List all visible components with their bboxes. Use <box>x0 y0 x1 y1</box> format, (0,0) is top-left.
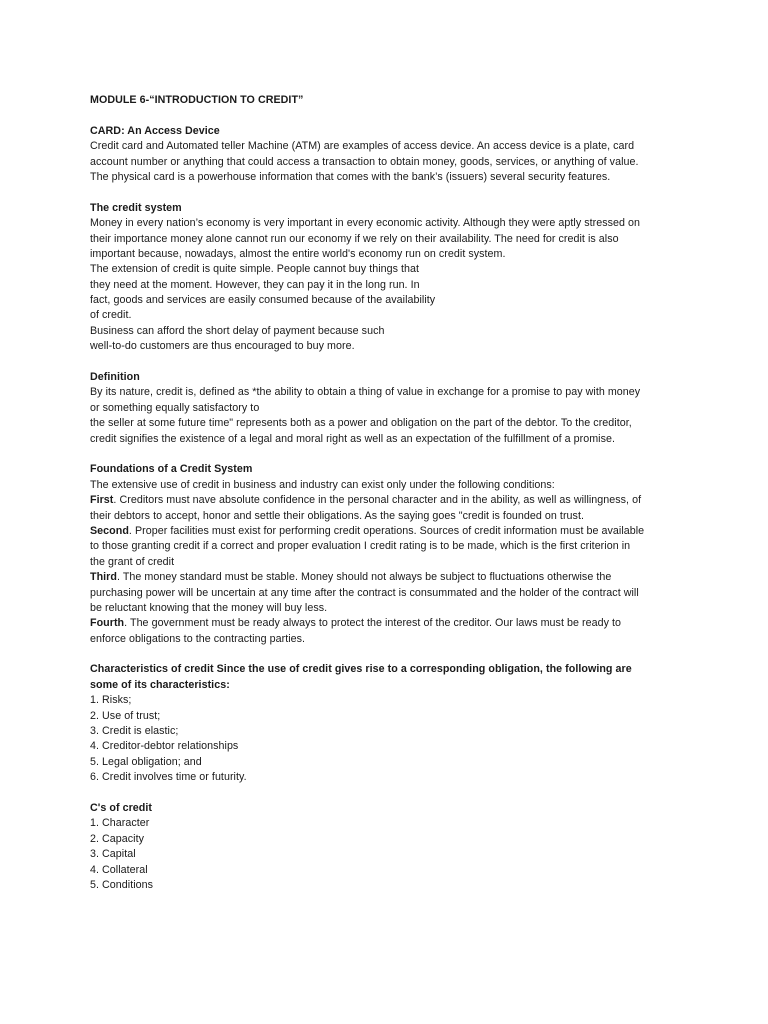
credit-system-heading: The credit system <box>90 201 182 214</box>
list-item: 3. Capital <box>90 848 136 861</box>
credit-system-line: Money in every nation’s economy is very important in every economic activity. Although they were aptly stressed on <box>90 217 641 230</box>
foundation-second-line <box>90 524 680 539</box>
foundation-third-text: . The money standard must be stable. Money should not always be subject to fluctuations otherwise the <box>116 571 612 584</box>
foundation-fourth-text: . The government must be ready always to protect the interest of the creditor. Our laws must be ready to <box>124 617 622 630</box>
spacer <box>90 185 680 200</box>
definition-line: or something equally satisfactory to <box>90 401 260 414</box>
foundation-first-label: First <box>90 494 114 507</box>
list-item: 2. Use of trust; <box>90 709 161 722</box>
spacer <box>90 647 680 662</box>
foundation-second-line: to those granting credit if a correct and proper evaluation I credit rating is to be made, which is the first criterion in <box>90 540 631 553</box>
definition-line: the seller at some future time" represents both as a power and obligation on the part of the debtor. To the creditor, <box>90 417 632 430</box>
list-item: 4. Creditor-debtor relationships <box>90 740 239 753</box>
credit-system-line: their importance money alone cannot run our economy if we rely on their availability. The need for credit is also <box>90 232 619 245</box>
spacer <box>90 786 680 801</box>
foundation-second-text: . Proper facilities must exist for performing credit operations. Sources of credit information must be available <box>128 524 645 537</box>
document-page <box>90 93 680 893</box>
foundation-third-line: purchasing power will be uncertain at any time after the contract is consummated and the holder of the contract will <box>90 586 639 599</box>
foundations-intro: The extensive use of credit in business and industry can exist only under the following conditions: <box>90 478 555 491</box>
foundation-first-line <box>90 493 680 508</box>
list-item: 6. Credit involves time or futurity. <box>90 771 247 784</box>
credit-system-line: of credit. <box>90 309 132 322</box>
credit-system-line: they need at the moment. However, they can pay it in the long run. In <box>90 278 420 291</box>
spacer <box>90 447 680 462</box>
foundations-heading: Foundations of a Credit System <box>90 463 253 476</box>
list-item: 2. Capacity <box>90 832 145 845</box>
foundation-fourth-line <box>90 616 680 631</box>
list-item: 3. Credit is elastic; <box>90 725 179 738</box>
foundation-first-text: . Creditors must nave absolute confidence in the personal character and in the ability, as well as willingness, of <box>113 494 642 507</box>
credit-system-line: important because, nowadays, almost the entire world's economy run on credit system. <box>90 247 506 260</box>
card-section-line: Credit card and Automated teller Machine (ATM) are examples of access device. An access device is a plate, card <box>90 140 635 153</box>
list-item: 4. Collateral <box>90 863 148 876</box>
list-item: 5. Conditions <box>90 878 154 891</box>
definition-heading: Definition <box>90 371 140 384</box>
spacer <box>90 355 680 370</box>
card-section-line: account number or anything that could access a transaction to obtain money, goods, services, or anything of value. <box>90 155 639 168</box>
foundation-third-label: Third <box>90 571 117 584</box>
list-item: 1. Character <box>90 817 150 830</box>
foundation-third-line <box>90 570 680 585</box>
list-item: 1. Risks; <box>90 694 132 707</box>
credit-system-line: fact, goods and services are easily consumed because of the availability <box>90 294 436 307</box>
foundation-second-line: the grant of credit <box>90 555 175 568</box>
card-section-heading: CARD: An Access Device <box>90 124 220 137</box>
foundation-third-line: be reluctant knowing that the money will buy less. <box>90 601 328 614</box>
foundation-second-label: Second <box>90 524 129 537</box>
list-item: 5. Legal obligation; and <box>90 755 202 768</box>
spacer <box>90 108 680 123</box>
foundation-fourth-line: enforce obligations to the contracting parties. <box>90 632 306 645</box>
foundation-first-line: their debtors to accept, honor and settle their obligations. As the saying goes "credit is founded on trust. <box>90 509 584 522</box>
cs-of-credit-heading: C's of credit <box>90 801 152 814</box>
definition-line: credit signifies the existence of a legal and moral right as well as an expectation of the fulfillment of a promise. <box>90 432 616 445</box>
credit-system-line: Business can afford the short delay of payment because such <box>90 324 385 337</box>
credit-system-line: The extension of credit is quite simple. People cannot buy things that <box>90 263 420 276</box>
characteristics-heading: Characteristics of credit Since the use of credit gives rise to a corresponding obligation, the following are <box>90 663 632 676</box>
foundation-fourth-label: Fourth <box>90 617 125 630</box>
module-title: MODULE 6-“INTRODUCTION TO CREDIT” <box>90 94 304 106</box>
credit-system-line: well-to-do customers are thus encouraged to buy more. <box>90 340 355 353</box>
definition-line: By its nature, credit is, defined as *the ability to obtain a thing of value in exchange for a promise to pay with money <box>90 386 641 399</box>
card-section-line: The physical card is a powerhouse information that comes with the bank’s (issuers) several security features. <box>90 170 611 183</box>
characteristics-heading: some of its characteristics: <box>90 678 230 691</box>
